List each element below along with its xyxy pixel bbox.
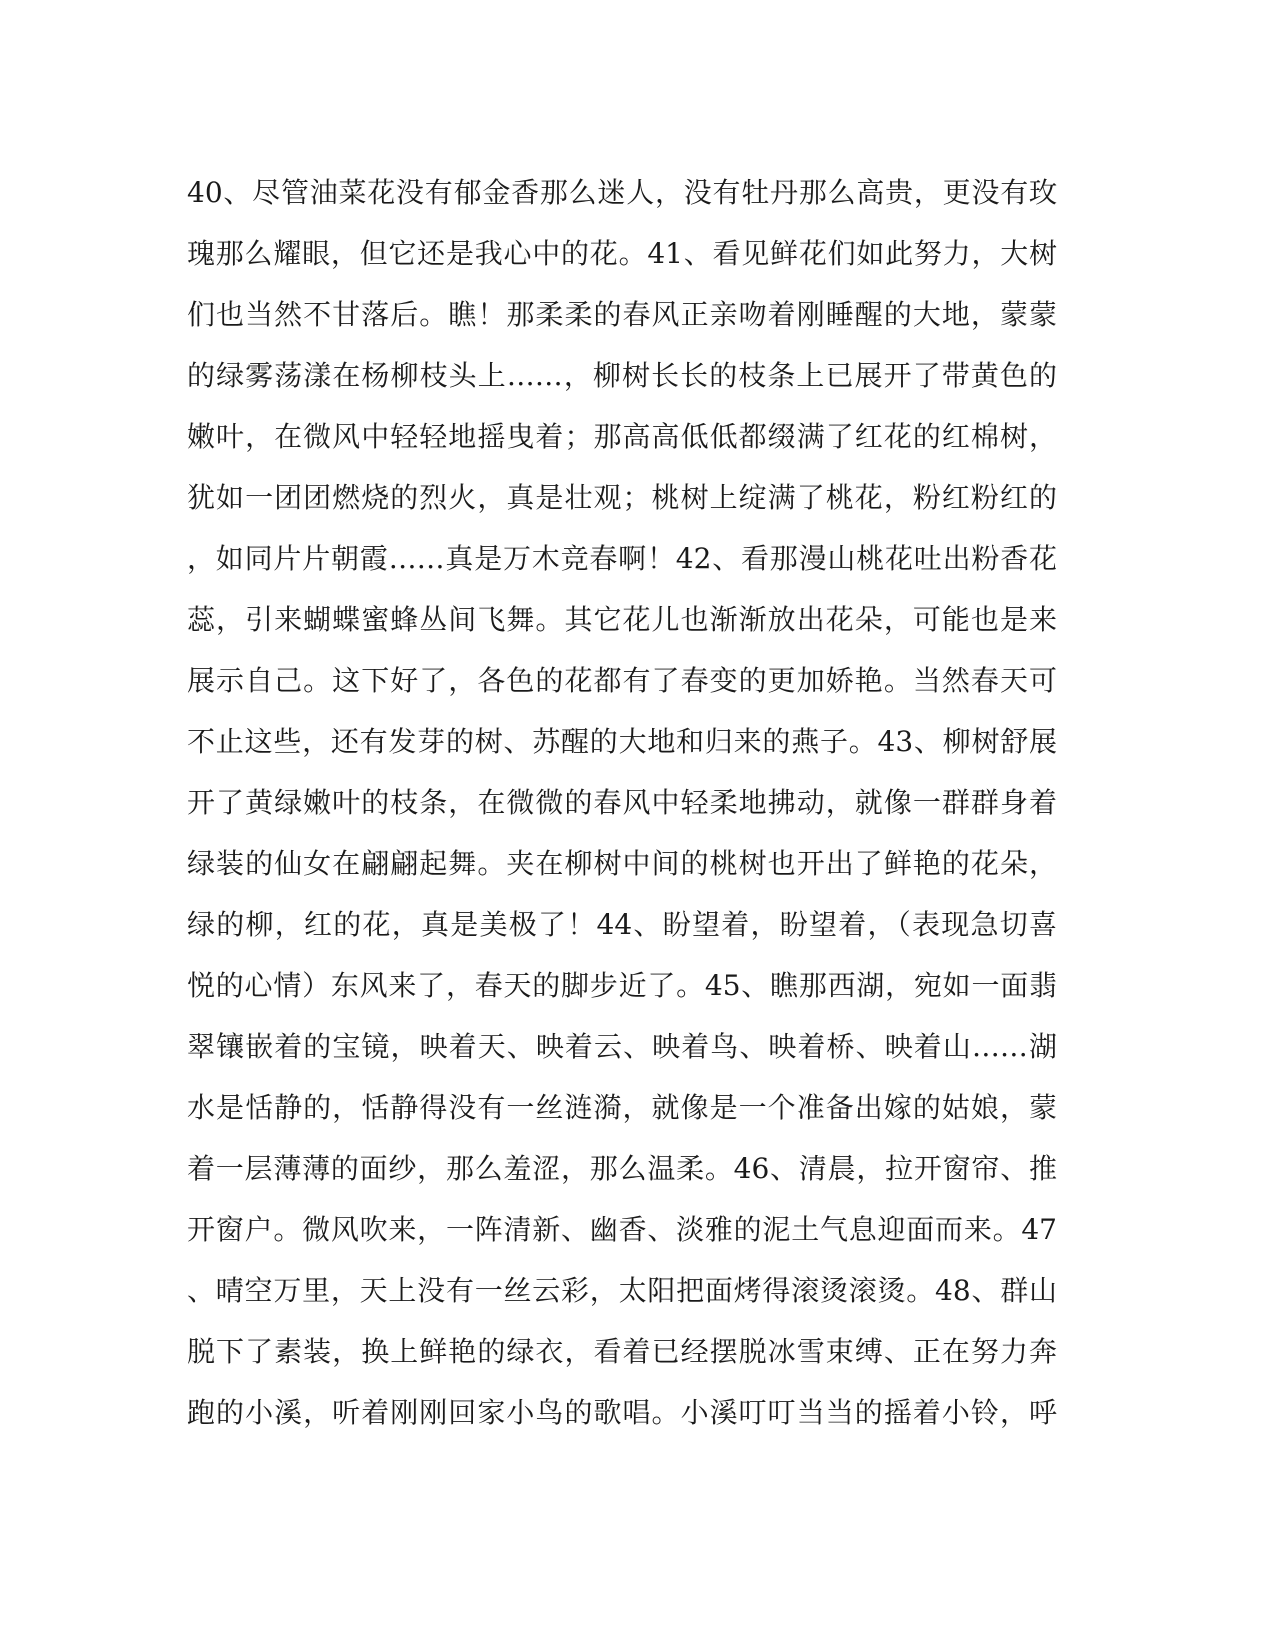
text-line: 不止这些，还有发芽的树、苏醒的大地和归来的燕子。43、柳树舒展 — [187, 725, 1057, 758]
text-line: 着一层薄薄的面纱，那么羞涩，那么温柔。46、清晨，拉开窗帘、推 — [187, 1152, 1057, 1185]
text-line: 绿的柳，红的花，真是美极了！44、盼望着，盼望着，（表现急切喜 — [187, 908, 1057, 941]
text-line: 犹如一团团燃烧的烈火，真是壮观；桃树上绽满了桃花，粉红粉红的 — [187, 481, 1057, 514]
text-line: 展示自己。这下好了，各色的花都有了春变的更加娇艳。当然春天可 — [187, 664, 1057, 697]
text-line: 悦的心情）东风来了，春天的脚步近了。45、瞧那西湖，宛如一面翡 — [187, 969, 1057, 1002]
text-line: 脱下了素装，换上鲜艳的绿衣，看着已经摆脱冰雪束缚、正在努力奔 — [187, 1335, 1057, 1368]
text-line: 40、尽管油菜花没有郁金香那么迷人，没有牡丹那么高贵，更没有玫 — [187, 176, 1057, 209]
text-line: 、晴空万里，天上没有一丝云彩，太阳把面烤得滚烫滚烫。48、群山 — [187, 1274, 1057, 1307]
text-line: 嫩叶，在微风中轻轻地摇曳着；那高高低低都缀满了红花的红棉树， — [187, 420, 1057, 453]
text-line: 开了黄绿嫩叶的枝条，在微微的春风中轻柔地拂动，就像一群群身着 — [187, 786, 1057, 819]
body-text — [187, 162, 1057, 1443]
text-line: 蕊，引来蝴蝶蜜蜂丛间飞舞。其它花儿也渐渐放出花朵，可能也是来 — [187, 603, 1057, 636]
text-line: 开窗户。微风吹来，一阵清新、幽香、淡雅的泥土气息迎面而来。47 — [187, 1213, 1057, 1246]
text-line: 绿装的仙女在翩翩起舞。夹在柳树中间的桃树也开出了鲜艳的花朵， — [187, 847, 1057, 880]
text-line: ，如同片片朝霞……真是万木竞春啊！42、看那漫山桃花吐出粉香花 — [187, 542, 1057, 575]
text-line: 翠镶嵌着的宝镜，映着天、映着云、映着鸟、映着桥、映着山……湖 — [187, 1030, 1057, 1063]
text-line: 跑的小溪，听着刚刚回家小鸟的歌唱。小溪叮叮当当的摇着小铃，呼 — [187, 1396, 1057, 1429]
text-line: 水是恬静的，恬静得没有一丝涟漪，就像是一个准备出嫁的姑娘，蒙 — [187, 1091, 1057, 1124]
text-line: 瑰那么耀眼，但它还是我心中的花。41、看见鲜花们如此努力，大树 — [187, 237, 1057, 270]
text-line: 们也当然不甘落后。瞧！那柔柔的春风正亲吻着刚睡醒的大地，蒙蒙 — [187, 298, 1057, 331]
text-line: 的绿雾荡漾在杨柳枝头上……，柳树长长的枝条上已展开了带黄色的 — [187, 359, 1057, 392]
